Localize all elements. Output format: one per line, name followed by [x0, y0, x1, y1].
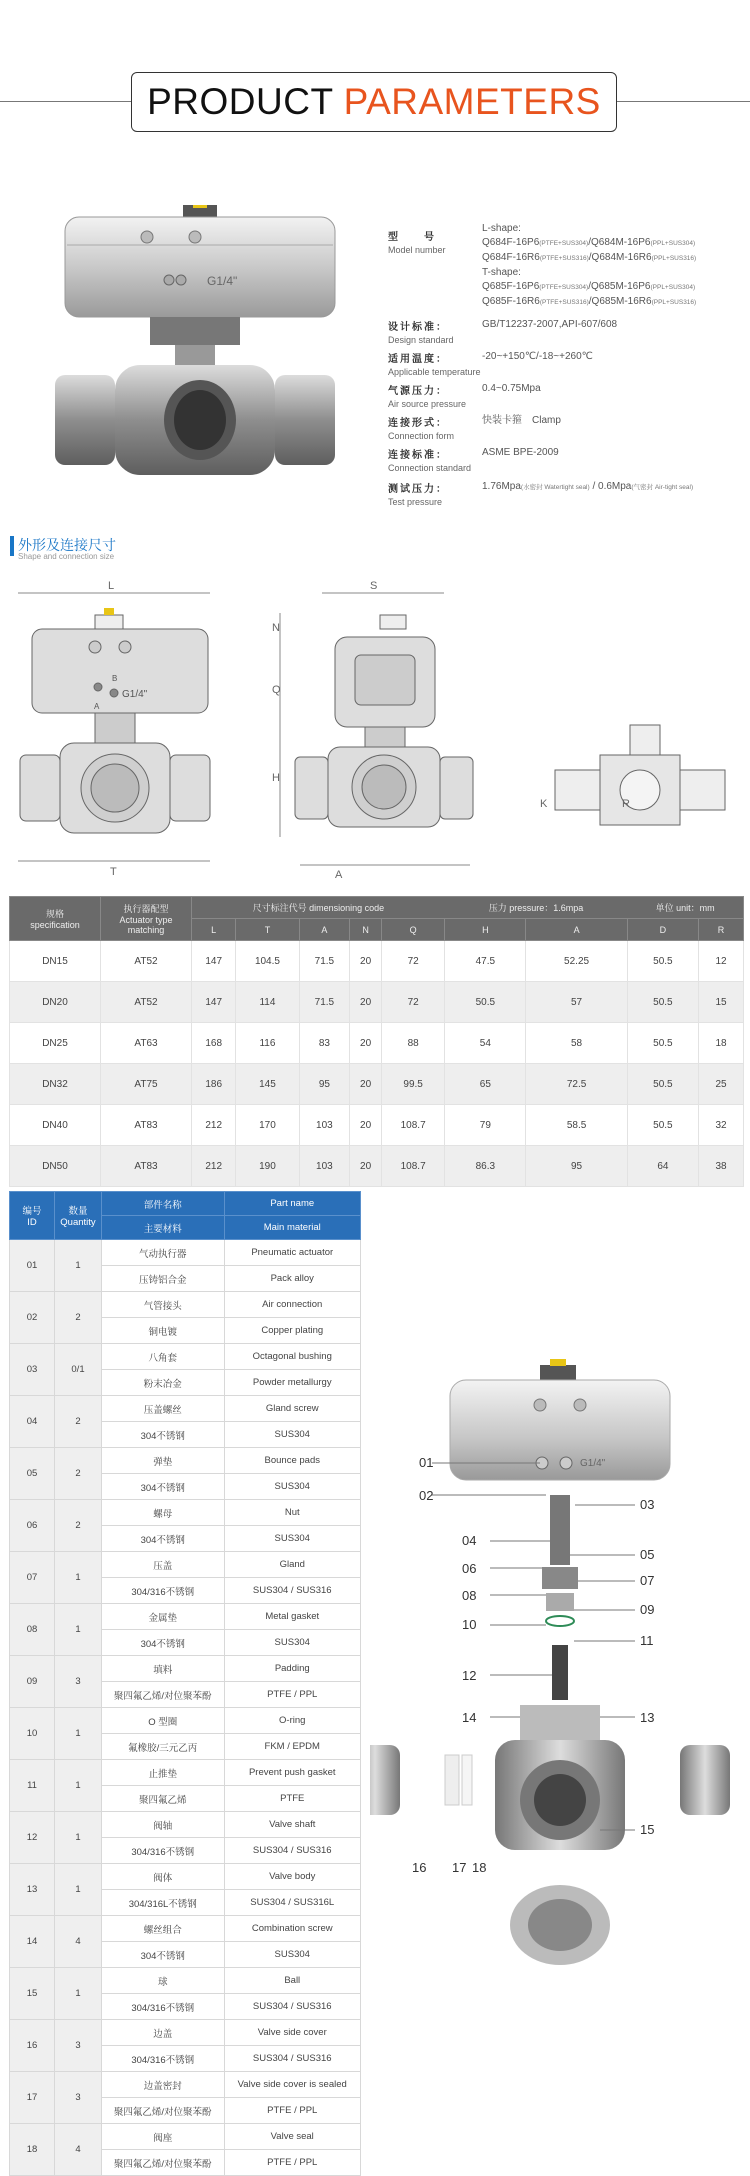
dim-cell: 25 [699, 1064, 744, 1105]
parts-row [10, 1760, 361, 1786]
part-id: 13 [10, 1864, 55, 1916]
dim-cell: AT52 [101, 941, 192, 982]
ex-label-12: 12 [462, 1668, 477, 1683]
part-qty: 0/1 [55, 1344, 102, 1396]
part-material-en: PTFE / PPL [224, 2150, 361, 2176]
parts-header-mat-cn: 主要材料 [102, 1216, 225, 1240]
dim-col-H: H [445, 919, 526, 941]
dim-L: L [108, 580, 115, 592]
part-name-en: Pneumatic actuator [224, 1240, 361, 1266]
dim-row [10, 982, 744, 1023]
part-name-cn: 螺母 [102, 1500, 225, 1526]
part-name-en: Gland [224, 1552, 361, 1578]
ex-label-05: 05 [640, 1547, 655, 1562]
part-material-en: FKM / EPDM [224, 1734, 361, 1760]
dim-R: R [622, 798, 630, 810]
part-name-en: Combination screw [224, 1916, 361, 1942]
dim-cell: 57 [526, 982, 627, 1023]
part-name-cn: 边盖 [102, 2020, 225, 2046]
part-id: 01 [10, 1240, 55, 1292]
part-qty: 3 [55, 2072, 102, 2124]
param-label-temp: 适用温度： Applicable temperature [388, 354, 481, 377]
part-id: 18 [10, 2124, 55, 2176]
part-name-en: Valve side cover is sealed [224, 2072, 361, 2098]
param-value-air: 0.4~0.75Mpa [482, 383, 541, 394]
dim-cell: 50.5 [627, 982, 698, 1023]
part-id: 08 [10, 1604, 55, 1656]
dim-cell: 108.7 [382, 1105, 445, 1146]
part-name-cn: 阀轴 [102, 1812, 225, 1838]
part-name-en: Valve body [224, 1864, 361, 1890]
dim-cell: 50.5 [627, 1105, 698, 1146]
port-b: B [112, 674, 118, 683]
part-id: 05 [10, 1448, 55, 1500]
dim-cell: 186 [192, 1064, 236, 1105]
parts-row [10, 1656, 361, 1682]
part-material-en: SUS304 / SUS316 [224, 2046, 361, 2072]
parts-row [10, 1448, 361, 1474]
dim-cell: 58 [526, 1023, 627, 1064]
part-qty: 1 [55, 1760, 102, 1812]
dim-cell: 54 [445, 1023, 526, 1064]
dim-cell: 72.5 [526, 1064, 627, 1105]
dim-cell: 50.5 [627, 1064, 698, 1105]
ex-label-18: 18 [472, 1860, 487, 1875]
part-qty: 4 [55, 2124, 102, 2176]
part-material-cn: 304/316不锈钢 [102, 1994, 225, 2020]
ex-label-03: 03 [640, 1497, 655, 1512]
dim-cell: 83 [299, 1023, 350, 1064]
param-label-test: 测试压力： Test pressure [388, 484, 448, 507]
ex-label-04: 04 [462, 1533, 477, 1548]
part-material-cn: 304不锈钢 [102, 1942, 225, 1968]
dim-row [10, 941, 744, 982]
dim-row [10, 1023, 744, 1064]
part-name-en: Prevent push gasket [224, 1760, 361, 1786]
part-name-cn: 阀体 [102, 1864, 225, 1890]
ex-label-01: 01 [419, 1455, 434, 1470]
part-name-cn: 球 [102, 1968, 225, 1994]
part-qty: 4 [55, 1916, 102, 1968]
part-material-en: SUS304 / SUS316L [224, 1890, 361, 1916]
part-material-en: SUS304 [224, 1422, 361, 1448]
dim-cell: 71.5 [299, 982, 350, 1023]
front-port-label: G1/4" [122, 689, 148, 700]
part-name-cn: 阀座 [102, 2124, 225, 2150]
parts-row [10, 2072, 361, 2098]
dim-cell: 86.3 [445, 1146, 526, 1187]
parts-row [10, 1708, 361, 1734]
param-value-design: GB/T12237-2007,API-607/608 [482, 319, 618, 330]
dim-col-D: D [627, 919, 698, 941]
parts-table [9, 1191, 361, 2176]
dim-cell: 212 [192, 1146, 236, 1187]
product-image [55, 205, 345, 505]
parts-row [10, 1240, 361, 1266]
dim-cell: 12 [699, 941, 744, 982]
parts-row [10, 1916, 361, 1942]
page-title [131, 72, 617, 132]
dim-cell: 168 [192, 1023, 236, 1064]
parts-header-qty: 数量 Quantity [55, 1192, 102, 1240]
part-material-en: Pack alloy [224, 1266, 361, 1292]
dim-cell: 18 [699, 1023, 744, 1064]
dim-cell: DN25 [10, 1023, 101, 1064]
dim-cell: 103 [299, 1105, 350, 1146]
dim-cell: 32 [699, 1105, 744, 1146]
part-qty: 3 [55, 1656, 102, 1708]
part-name-cn: 边盖密封 [102, 2072, 225, 2098]
dim-cell: 58.5 [526, 1105, 627, 1146]
dim-cell: DN15 [10, 941, 101, 982]
port-label: G1/4" [207, 274, 238, 288]
exploded-view [370, 1345, 745, 1985]
parts-row [10, 2020, 361, 2046]
dim-cell: 79 [445, 1105, 526, 1146]
part-material-en: Powder metallurgy [224, 1370, 361, 1396]
part-name-cn: O 型圈 [102, 1708, 225, 1734]
parts-row [10, 1500, 361, 1526]
part-id: 07 [10, 1552, 55, 1604]
part-name-cn: 气管接头 [102, 1292, 225, 1318]
dim-header-spec: 规格 specification [10, 897, 101, 941]
section-title: 外形及连接尺寸 [18, 537, 116, 553]
parts-row [10, 2124, 361, 2150]
part-material-en: PTFE [224, 1786, 361, 1812]
part-name-en: Metal gasket [224, 1604, 361, 1630]
dim-A: A [335, 869, 343, 881]
dim-header-unit: 单位 unit：mm [627, 897, 743, 919]
ex-label-02: 02 [419, 1488, 434, 1503]
dim-cell: 104.5 [236, 941, 299, 982]
part-material-cn: 铜电镀 [102, 1318, 225, 1344]
part-name-en: Valve side cover [224, 2020, 361, 2046]
dimension-drawing [10, 575, 740, 885]
dim-cell: 147 [192, 982, 236, 1023]
part-id: 16 [10, 2020, 55, 2072]
part-id: 06 [10, 1500, 55, 1552]
part-qty: 1 [55, 1552, 102, 1604]
dim-cell: DN20 [10, 982, 101, 1023]
ex-label-16: 16 [412, 1860, 427, 1875]
part-material-en: PTFE / PPL [224, 1682, 361, 1708]
part-name-en: O-ring [224, 1708, 361, 1734]
dim-cell: 147 [192, 941, 236, 982]
dim-Q: Q [272, 684, 281, 696]
part-qty: 1 [55, 1864, 102, 1916]
dim-cell: 50.5 [445, 982, 526, 1023]
dim-cell: 38 [699, 1146, 744, 1187]
dim-cell: 95 [526, 1146, 627, 1187]
param-label-conn-std: 连接标准： Connection standard [388, 450, 472, 473]
dim-row [10, 1105, 744, 1146]
parts-header-id: 编号 ID [10, 1192, 55, 1240]
dim-row [10, 1146, 744, 1187]
dim-cell: 190 [236, 1146, 299, 1187]
parts-row [10, 1292, 361, 1318]
parts-row [10, 1396, 361, 1422]
dim-cell: 50.5 [627, 1023, 698, 1064]
ex-label-15: 15 [640, 1822, 655, 1837]
dimension-table [9, 896, 744, 1187]
dim-cell: 50.5 [627, 941, 698, 982]
part-id: 17 [10, 2072, 55, 2124]
parts-row [10, 1344, 361, 1370]
part-name-cn: 螺丝组合 [102, 1916, 225, 1942]
part-name-cn: 金属垫 [102, 1604, 225, 1630]
dim-cell: 95 [299, 1064, 350, 1105]
ex-label-09: 09 [640, 1602, 655, 1617]
ex-label-17: 17 [452, 1860, 467, 1875]
part-id: 02 [10, 1292, 55, 1344]
part-material-cn: 聚四氟乙烯/对位聚苯酚 [102, 1682, 225, 1708]
part-id: 14 [10, 1916, 55, 1968]
parts-header-mat-en: Main material [224, 1216, 361, 1240]
dim-cell: 212 [192, 1105, 236, 1146]
part-name-en: Padding [224, 1656, 361, 1682]
part-name-en: Gland screw [224, 1396, 361, 1422]
dim-cell: 72 [382, 941, 445, 982]
dim-header-pressure: 压力 pressure：1.6mpa [445, 897, 627, 919]
part-qty: 1 [55, 1708, 102, 1760]
dim-cell: 108.7 [382, 1146, 445, 1187]
parts-header-name-cn: 部件名称 [102, 1192, 225, 1216]
ex-label-13: 13 [640, 1710, 655, 1725]
ex-label-07: 07 [640, 1573, 655, 1588]
dim-cell: 71.5 [299, 941, 350, 982]
ex-label-08: 08 [462, 1588, 477, 1603]
param-value-test: 1.76Mpa(水密封 Watertight seal) / 0.6Mpa(气密封 Air-tight seal) [482, 481, 694, 492]
ex-label-11: 11 [640, 1633, 654, 1648]
part-material-cn: 粉末冶金 [102, 1370, 225, 1396]
dim-cell: 65 [445, 1064, 526, 1105]
dim-cell: 103 [299, 1146, 350, 1187]
part-id: 11 [10, 1760, 55, 1812]
part-qty: 1 [55, 1240, 102, 1292]
title-orange: PARAMETERS [343, 81, 601, 122]
dim-cell: AT83 [101, 1146, 192, 1187]
part-qty: 1 [55, 1968, 102, 2020]
part-name-cn: 气动执行器 [102, 1240, 225, 1266]
dim-K: K [540, 798, 548, 810]
part-material-en: SUS304 [224, 1942, 361, 1968]
section-marker [10, 536, 14, 556]
part-qty: 2 [55, 1500, 102, 1552]
dim-col-Q: Q [382, 919, 445, 941]
part-name-cn: 压盖 [102, 1552, 225, 1578]
part-qty: 2 [55, 1448, 102, 1500]
part-name-en: Air connection [224, 1292, 361, 1318]
part-material-cn: 聚四氟乙烯/对位聚苯酚 [102, 2098, 225, 2124]
part-id: 15 [10, 1968, 55, 2020]
dim-T: T [110, 866, 117, 878]
part-name-en: Ball [224, 1968, 361, 1994]
part-material-cn: 304不锈钢 [102, 1630, 225, 1656]
param-value-model: L-shape: Q684F-16P6(PTFE+SUS304)/Q684M-16P6(PPL+SUS304) Q684F-16R6(PTFE+SUS316)/Q684M-16R6(PPL+SUS316) T-shape: Q685F-16P6(PTFE+SUS304)/Q685M-16P6(PPL+SUS304) Q685F-16R6(PTFE+SUS316)/Q685M-16R6(PPL+SUS316) [482, 223, 697, 307]
dim-col-L: L [192, 919, 236, 941]
parts-row [10, 1604, 361, 1630]
param-label-air: 气源压力： Air source pressure [388, 386, 467, 409]
part-material-cn: 聚四氟乙烯 [102, 1786, 225, 1812]
part-material-cn: 304/316不锈钢 [102, 2046, 225, 2072]
param-value-conn-std: ASME BPE-2009 [482, 447, 559, 458]
dim-cell: DN32 [10, 1064, 101, 1105]
part-qty: 3 [55, 2020, 102, 2072]
header-rule-left [0, 101, 131, 102]
param-label-design: 设计标准： Design standard [388, 322, 454, 345]
part-name-cn: 填料 [102, 1656, 225, 1682]
dim-cell: 52.25 [526, 941, 627, 982]
part-material-en: Copper plating [224, 1318, 361, 1344]
header-rule-right [617, 101, 750, 102]
dim-cell: 114 [236, 982, 299, 1023]
part-material-cn: 304不锈钢 [102, 1422, 225, 1448]
param-label-model: 型 号 Model number [388, 232, 446, 255]
port-a: A [94, 702, 100, 711]
part-name-en: Valve seal [224, 2124, 361, 2150]
part-id: 12 [10, 1812, 55, 1864]
part-id: 03 [10, 1344, 55, 1396]
dim-cell: AT63 [101, 1023, 192, 1064]
part-material-en: SUS304 / SUS316 [224, 1838, 361, 1864]
title-black: PRODUCT [147, 81, 344, 122]
part-material-en: SUS304 [224, 1474, 361, 1500]
dim-cell: 20 [350, 1023, 382, 1064]
part-material-en: SUS304 / SUS316 [224, 1578, 361, 1604]
dim-cell: 20 [350, 1064, 382, 1105]
dim-N: N [272, 622, 280, 634]
ex-port-label: G1/4" [580, 1458, 606, 1469]
part-material-cn: 压铸铝合金 [102, 1266, 225, 1292]
part-material-cn: 304/316不锈钢 [102, 1838, 225, 1864]
param-label-conn-form: 连接形式： Connection form [388, 418, 455, 441]
dim-cell: 20 [350, 982, 382, 1023]
dim-col-R: R [699, 919, 744, 941]
part-name-cn: 弹垫 [102, 1448, 225, 1474]
dim-cell: 72 [382, 982, 445, 1023]
part-name-en: Nut [224, 1500, 361, 1526]
dim-cell: AT75 [101, 1064, 192, 1105]
part-name-en: Valve shaft [224, 1812, 361, 1838]
dim-cell: 145 [236, 1064, 299, 1105]
part-material-cn: 304不锈钢 [102, 1474, 225, 1500]
dim-cell: 64 [627, 1146, 698, 1187]
dim-cell: DN50 [10, 1146, 101, 1187]
part-name-cn: 止推垫 [102, 1760, 225, 1786]
dim-cell: DN40 [10, 1105, 101, 1146]
dim-cell: 99.5 [382, 1064, 445, 1105]
parts-row [10, 1552, 361, 1578]
section-subtitle: Shape and connection size [18, 552, 115, 561]
dim-cell: 170 [236, 1105, 299, 1146]
param-value-conn-form: 快装卡箍 Clamp [482, 415, 561, 426]
dim-cell: 88 [382, 1023, 445, 1064]
part-material-cn: 氟橡胶/三元乙丙 [102, 1734, 225, 1760]
part-material-cn: 聚四氟乙烯/对位聚苯酚 [102, 2150, 225, 2176]
dim-cell: 47.5 [445, 941, 526, 982]
part-id: 10 [10, 1708, 55, 1760]
dim-cell: AT52 [101, 982, 192, 1023]
dim-header-actuator: 执行器配型 Actuator type matching [101, 897, 192, 941]
dim-S: S [370, 580, 378, 592]
dim-cell: 116 [236, 1023, 299, 1064]
part-name-cn: 八角套 [102, 1344, 225, 1370]
dim-cell: AT83 [101, 1105, 192, 1146]
param-value-temp: -20~+150℃/-18~+260℃ [482, 351, 593, 362]
part-id: 04 [10, 1396, 55, 1448]
dim-cell: 20 [350, 941, 382, 982]
dim-cell: 20 [350, 1105, 382, 1146]
part-qty: 1 [55, 1812, 102, 1864]
part-material-en: PTFE / PPL [224, 2098, 361, 2124]
part-material-cn: 304/316L不锈钢 [102, 1890, 225, 1916]
ex-label-10: 10 [462, 1617, 477, 1632]
part-name-en: Bounce pads [224, 1448, 361, 1474]
dim-col-A2: A [526, 919, 627, 941]
part-material-en: SUS304 [224, 1526, 361, 1552]
dim-col-N: N [350, 919, 382, 941]
ex-label-06: 06 [462, 1561, 477, 1576]
parts-row [10, 1864, 361, 1890]
dim-header-code: 尺寸标注代号 dimensioning code [192, 897, 445, 919]
part-id: 09 [10, 1656, 55, 1708]
part-material-cn: 304/316不锈钢 [102, 1578, 225, 1604]
part-qty: 2 [55, 1396, 102, 1448]
dim-row [10, 1064, 744, 1105]
part-qty: 1 [55, 1604, 102, 1656]
dim-col-A: A [299, 919, 350, 941]
part-qty: 2 [55, 1292, 102, 1344]
dim-cell: 15 [699, 982, 744, 1023]
part-material-cn: 304不锈钢 [102, 1526, 225, 1552]
dim-col-T: T [236, 919, 299, 941]
parts-row [10, 1812, 361, 1838]
part-material-en: SUS304 / SUS316 [224, 1994, 361, 2020]
dim-H: H [272, 772, 280, 784]
part-name-en: Octagonal bushing [224, 1344, 361, 1370]
part-name-cn: 压盖螺丝 [102, 1396, 225, 1422]
part-material-en: SUS304 [224, 1630, 361, 1656]
ex-label-14: 14 [462, 1710, 477, 1725]
parts-header-name-en: Part name [224, 1192, 361, 1216]
parts-row [10, 1968, 361, 1994]
dim-cell: 20 [350, 1146, 382, 1187]
